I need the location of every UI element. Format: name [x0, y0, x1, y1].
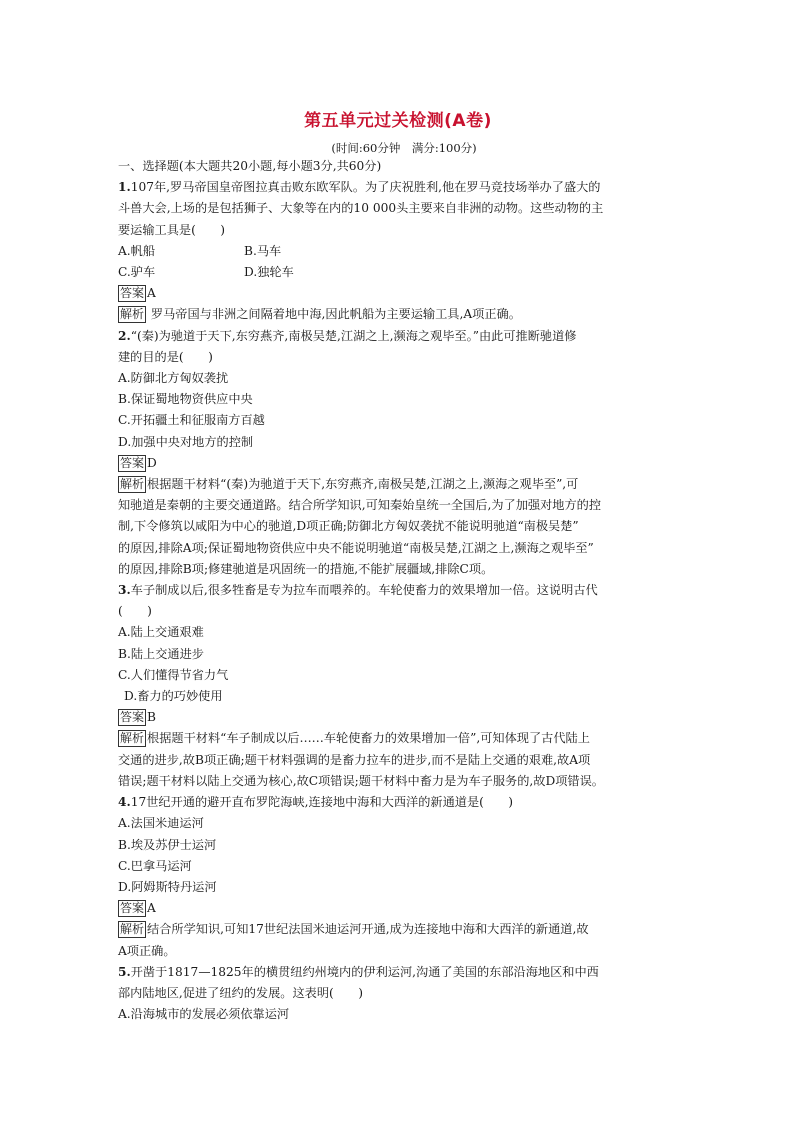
option-a: A.防御北方匈奴袭扰 [118, 371, 229, 386]
analysis-text: 根据题干材料“(秦)为驰道于天下,东穷燕齐,南极吴楚,江湖之上,濒海之观毕至”,可 [147, 477, 579, 492]
answer-label: 答案 [120, 286, 145, 301]
option-a: A.法国米迪运河 [118, 816, 204, 831]
option-d: D.加强中央对地方的控制 [118, 434, 254, 449]
answer-label: 答案 [120, 710, 145, 725]
question-text: 斗兽大会,上场的是包括狮子、大象等在内的10 000头主要来自非洲的动物。这些动物的主 [118, 201, 604, 216]
option-a: A.帆船 [118, 243, 156, 258]
question-number: 2. [118, 328, 131, 343]
analysis-text: 交通的进步,故B项正确;题干材料强调的是畜力拉车的进步,而不是陆上交通的艰难,故A项 [118, 752, 591, 767]
question-5 [118, 962, 678, 1026]
question-number: 3. [118, 583, 131, 598]
option-a: A.沿海城市的发展必须依靠运河 [118, 1007, 290, 1022]
analysis-text: 错误;题干材料以陆上交通为核心,故C项错误;题干材料中畜力是为车子服务的,故D项错误。 [118, 773, 604, 788]
question-text: 车子制成以后,很多牲畜是专为拉车而喂养的。车轮使畜力的效果增加一倍。这说明古代 [130, 583, 598, 598]
analysis-text: 的原因,排除A项;保证蜀地物资供应中央不能说明驰道“南极吴楚,江湖之上,濒海之观毕至” [118, 540, 594, 555]
analysis-text: 罗马帝国与非洲之间隔着地中海,因此帆船为主要运输工具,A项正确。 [150, 307, 521, 322]
option-c: C.人们懂得节省力气 [118, 667, 229, 682]
option-d: D.畜力的巧妙使用 [124, 689, 223, 704]
analysis-text: 制,下令修筑以咸阳为中心的驰道,D项正确;防御北方匈奴袭扰不能说明驰道“南极吴楚” [118, 519, 579, 534]
question-text: “(秦)为驰道于天下,东穷燕齐,南极吴楚,江湖之上,濒海之观毕至。”由此可推断驰道修 [130, 328, 577, 343]
answer-value: A [147, 286, 156, 301]
question-number: 1. [118, 180, 131, 195]
exam-time-info: (时间:60分钟 满分:100分) [331, 141, 477, 155]
question-2 [118, 326, 678, 580]
analysis-text: 知驰道是秦朝的主要交通道路。结合所学知识,可知秦始皇统一全国后,为了加强对地方的控 [118, 498, 602, 513]
answer-label: 答案 [120, 455, 145, 470]
analysis-label: 解析 [120, 307, 145, 322]
page-title: 第五单元过关检测(A卷) [304, 111, 492, 131]
question-text: 107年,罗马帝国皇帝图拉真击败东欧军队。为了庆祝胜利,他在罗马竞技场举办了盛大的 [130, 180, 601, 195]
question-text: 要运输工具是( ) [118, 222, 226, 237]
question-4 [118, 792, 678, 962]
question-text: 开凿于1817—1825年的横贯纽约州境内的伊利运河,沟通了美国的东部沿海地区和中西 [130, 964, 599, 979]
document-page [118, 100, 678, 1025]
option-b: B.马车 [244, 243, 282, 258]
analysis-text: A项正确。 [118, 943, 176, 958]
question-text: 建的目的是( ) [118, 349, 213, 364]
answer-label: 答案 [120, 901, 145, 916]
question-text: 部内陆地区,促进了纽约的发展。这表明( ) [118, 985, 363, 1000]
analysis-label: 解析 [120, 922, 145, 937]
option-d: D.阿姆斯特丹运河 [118, 879, 217, 894]
option-d: D.独轮车 [244, 265, 294, 280]
question-3 [118, 580, 678, 792]
option-b: B.陆上交通进步 [118, 646, 204, 661]
question-number: 4. [118, 795, 131, 810]
option-c: C.开拓疆土和征服南方百越 [118, 413, 265, 428]
question-text: 17世纪开通的避开直布罗陀海峡,连接地中海和大西洋的新通道是( ) [130, 795, 514, 810]
answer-value: A [147, 901, 156, 916]
option-c: C.巴拿马运河 [118, 858, 192, 873]
question-text: ( ) [118, 604, 152, 619]
analysis-text: 结合所学知识,可知17世纪法国米迪运河开通,成为连接地中海和大西洋的新通道,故 [147, 922, 589, 937]
option-b: B.保证蜀地物资供应中央 [118, 392, 253, 407]
option-a: A.陆上交通艰难 [118, 625, 204, 640]
analysis-text: 的原因,排除B项;修建驰道是巩固统一的措施,不能扩展疆域,排除C项。 [118, 561, 494, 576]
answer-value: D [147, 455, 157, 470]
analysis-text: 根据题干材料“车子制成以后……车轮使畜力的效果增加一倍”,可知体现了古代陆上 [147, 731, 590, 746]
question-1 [118, 177, 678, 325]
section-heading: 一、选择题(本大题共20小题,每小题3分,共60分) [118, 159, 382, 173]
option-b: B.埃及苏伊士运河 [118, 837, 217, 852]
option-c: C.驴车 [118, 265, 156, 280]
answer-value: B [147, 710, 156, 725]
analysis-label: 解析 [120, 731, 145, 746]
question-number: 5. [118, 964, 131, 979]
analysis-label: 解析 [120, 477, 145, 492]
